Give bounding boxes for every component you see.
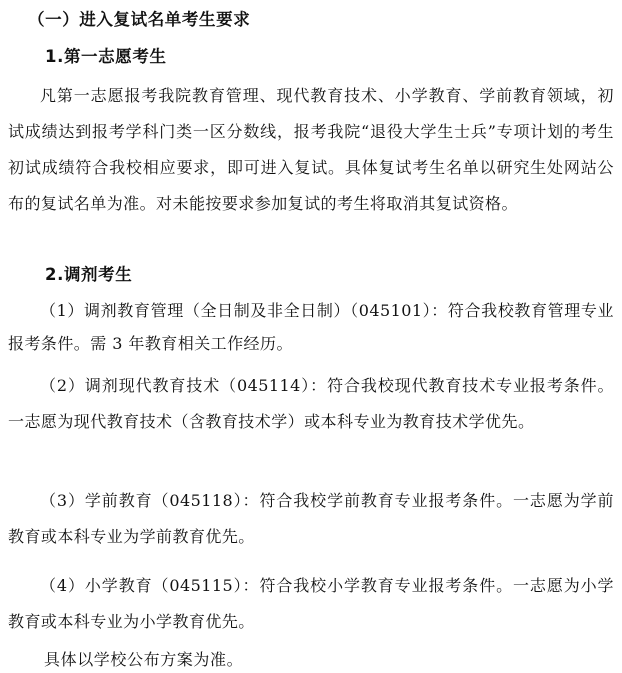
first-choice-paragraph: 凡第一志愿报考我院教育管理、现代教育技术、小学教育、学前教育领域，初试成绩达到报考学科门类一区分数线，报考我院“退役大学生士兵”专项计划的考生初试成绩符合我校相应要求，即可进入复试。具体复试考生名单以研究生处网站公布的复试名单为准。对未能按要求参加复试的考生将取消其复试资格。 — [8, 86, 614, 213]
transfer-item-primary-education: （4）小学教育（045115）：符合我校小学教育专业报考条件。一志愿为小学教育或本科专业为小学教育优先。 — [8, 576, 614, 631]
footer-note: 具体以学校公布方案为准。 — [44, 650, 244, 669]
transfer-item-educational-technology: （2）调剂现代教育技术（045114）：符合我校现代教育技术专业报考条件。一志愿为现代教育技术（含教育技术学）或本科专业为教育技术学优先。 — [8, 376, 614, 431]
subsection-title-transfer: 2.调剂考生 — [45, 265, 133, 284]
section-heading: （一）进入复试名单考生要求 — [28, 10, 251, 29]
subsection-title-first-choice: 1.第一志愿考生 — [45, 47, 167, 66]
transfer-item-education-management: （1）调剂教育管理（全日制及非全日制）（045101）：符合我校教育管理专业报考条件。需 3 年教育相关工作经历。 — [8, 301, 614, 353]
transfer-item-preschool-education: （3）学前教育（045118）：符合我校学前教育专业报考条件。一志愿为学前教育或本科专业为学前教育优先。 — [8, 491, 614, 546]
